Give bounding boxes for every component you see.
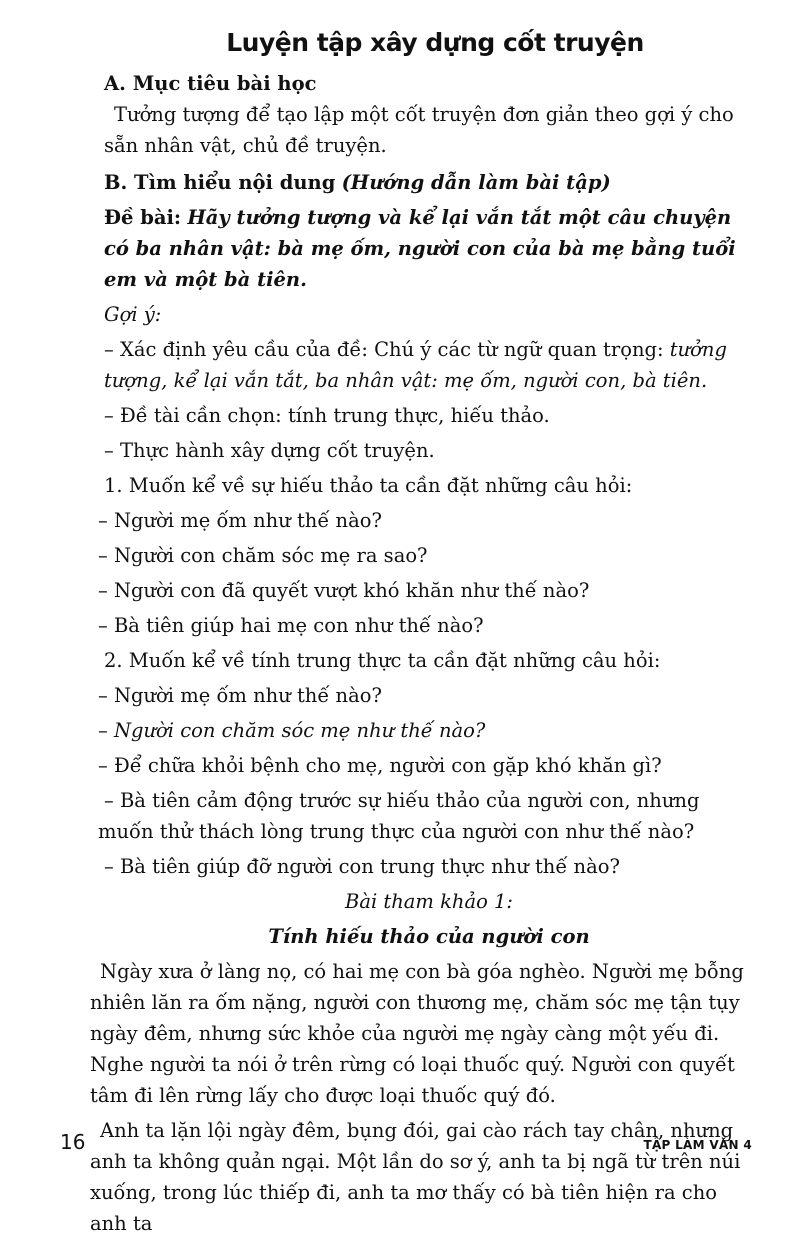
page-title: Luyện tập xây dựng cốt truyện [226, 28, 644, 57]
section-a-text: Tưởng tượng để tạo lập một cốt truyện đơn giản theo gợi ý cho sẵn nhân vật, chủ đề truyện. [104, 103, 734, 157]
prompt-label: Đề bài: [104, 206, 182, 229]
running-title: TẬP LÀM VĂN 4 [643, 1138, 752, 1152]
question-1-item: – Người mẹ ốm như thế nào? [98, 509, 382, 532]
reference-label: Bài tham khảo 1: [344, 890, 514, 913]
question-2-item: – Bà tiên giúp đỡ người con trung thực như thế nào? [104, 855, 620, 878]
hint-line-1-italic: tưởng tượng, kể lại vắn tắt, ba nhân vật: mẹ ốm, người con, bà tiên. [104, 338, 727, 392]
hint-line-1 [104, 334, 754, 396]
hint-line-1-plain: – Xác định yêu cầu của đề: Chú ý các từ ngữ quan trọng: [104, 338, 664, 361]
question-2-item: – Người con chăm sóc mẹ như thế nào? [98, 719, 486, 742]
question-1-item: – Người con đã quyết vượt khó khăn như thế nào? [98, 579, 590, 602]
question-1-item: – Bà tiên giúp hai mẹ con như thế nào? [98, 614, 484, 637]
section-a-heading: A. Mục tiêu bài học [104, 72, 317, 95]
prompt-paragraph [104, 202, 754, 295]
section-b-heading [104, 167, 754, 198]
page-number: 16 [60, 1130, 86, 1154]
question-2-item: – Người mẹ ốm như thế nào? [98, 684, 382, 707]
hint-line-3: – Thực hành xây dựng cốt truyện. [104, 439, 435, 462]
reference-paragraph-2: Anh ta lặn lội ngày đêm, bụng đói, gai cào rách tay chân, nhưng anh ta không quản ngại. Một lần do sơ ý, anh ta bị ngã từ trên núi xuống, trong lúc thiếp đi, anh ta mơ thấy có bà tiên hiện ra cho anh ta [90, 1119, 741, 1235]
question-2-intro: 2. Muốn kể về tính trung thực ta cần đặt những câu hỏi: [104, 649, 661, 672]
question-2-item: – Bà tiên cảm động trước sự hiếu thảo của người con, nhưng muốn thử thách lòng trung thực của người con như thế nào? [98, 789, 700, 843]
reference-paragraph-1: Ngày xưa ở làng nọ, có hai mẹ con bà góa nghèo. Người mẹ bỗng nhiên lăn ra ốm nặng, người con thương mẹ, chăm sóc mẹ tận tụy ngày đêm, nhưng sức khỏe của người mẹ ngày càng một yếu đi. Nghe người ta nói ở trên rừng có loại thuốc quý. Người con quyết tâm đi lên rừng lấy cho được loại thuốc quý đó. [90, 960, 744, 1107]
hint-label: Gợi ý: [104, 303, 162, 326]
body-text [90, 68, 754, 1239]
question-1-item: – Người con chăm sóc mẹ ra sao? [98, 544, 428, 567]
hint-line-2: – Đề tài cần chọn: tính trung thực, hiếu thảo. [104, 404, 550, 427]
section-b-heading-italic: (Hướng dẫn làm bài tập) [341, 171, 611, 194]
question-1-intro: 1. Muốn kể về sự hiếu thảo ta cần đặt những câu hỏi: [104, 474, 633, 497]
prompt-text: Hãy tưởng tượng và kể lại vắn tắt một câu chuyện có ba nhân vật: bà mẹ ốm, người con của bà mẹ bằng tuổi em và một bà tiên. [104, 206, 736, 291]
reference-title: Tính hiếu thảo của người con [268, 925, 590, 948]
page-footer [60, 1130, 752, 1154]
section-b-heading-bold: B. Tìm hiểu nội dung [104, 171, 336, 194]
question-2-item: – Để chữa khỏi bệnh cho mẹ, người con gặp khó khăn gì? [98, 754, 662, 777]
